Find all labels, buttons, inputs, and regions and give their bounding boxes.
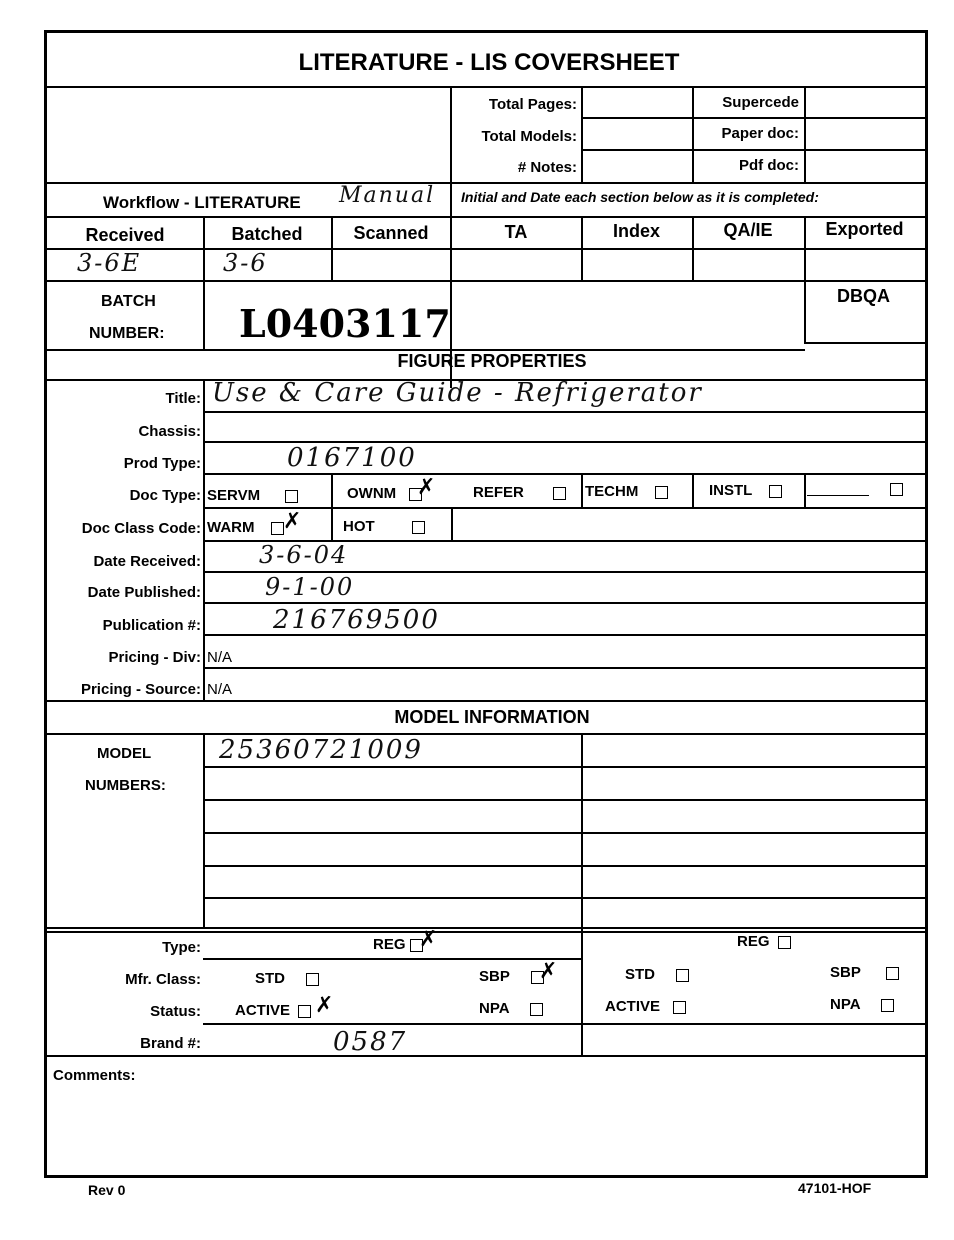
right-reg-checkbox[interactable]	[778, 936, 791, 949]
pricing-div-label: Pricing - Div:	[108, 649, 201, 666]
total-models-label: Total Models:	[481, 128, 577, 145]
model-number-1: 25360721009	[219, 735, 423, 765]
type-label: Type:	[162, 939, 201, 956]
right-active[interactable]: ACTIVE	[605, 998, 686, 1015]
workflow-instruction: Initial and Date each section below as it is completed:	[461, 189, 819, 205]
title-value: Use & Care Guide - Refrigerator	[212, 378, 703, 408]
brand-value: 0587	[333, 1027, 408, 1057]
doc-class-warm[interactable]: WARM	[207, 519, 284, 536]
rev-label: Rev 0	[88, 1182, 126, 1198]
pdf-doc-label: Pdf doc:	[739, 157, 799, 174]
left-npa-checkbox[interactable]	[530, 1003, 543, 1016]
received-value: 3-6E	[77, 249, 142, 277]
doc-type-refer[interactable]: REFER	[473, 484, 566, 501]
supercede-label: Supercede	[722, 94, 799, 111]
right-sbp-checkbox[interactable]	[886, 967, 899, 980]
date-received-value: 3-6-04	[259, 541, 349, 569]
chassis-label: Chassis:	[138, 423, 201, 440]
pricing-source-label: Pricing - Source:	[80, 681, 201, 698]
left-active-checkbox[interactable]	[298, 1005, 311, 1018]
qaie-header: QA/IE	[723, 220, 773, 240]
right-std[interactable]: STD	[625, 966, 689, 983]
left-active-check-mark: ✗	[315, 993, 334, 1018]
title-label: Title:	[165, 390, 201, 407]
coversheet-form	[44, 30, 928, 1178]
brand-label: Brand #:	[140, 1035, 201, 1052]
model-label-1: MODEL	[97, 745, 152, 762]
figure-properties-heading: FIGURE PROPERTIES	[397, 351, 587, 371]
doc-type-instl[interactable]: INSTL	[709, 482, 782, 499]
page-title: LITERATURE - LIS COVERSHEET	[298, 49, 680, 76]
pricing-div-value: N/A	[207, 649, 233, 666]
model-label-2: NUMBERS:	[85, 777, 166, 794]
instl-checkbox[interactable]	[769, 485, 782, 498]
total-pages-label: Total Pages:	[488, 96, 577, 113]
right-sbp[interactable]: SBP	[830, 964, 899, 981]
left-std[interactable]: STD	[255, 970, 319, 987]
left-std-checkbox[interactable]	[306, 973, 319, 986]
paper-doc-label: Paper doc:	[721, 125, 799, 142]
servm-checkbox[interactable]	[285, 490, 298, 503]
left-npa[interactable]: NPA	[479, 1000, 543, 1017]
status-label: Status:	[150, 1003, 201, 1020]
model-information-heading: MODEL INFORMATION	[394, 707, 590, 727]
right-reg[interactable]: REG	[737, 933, 791, 950]
doc-type-label: Doc Type:	[129, 487, 201, 504]
date-published-label: Date Published:	[87, 584, 201, 601]
pricing-source-value: N/A	[207, 681, 233, 698]
mfr-class-label: Mfr. Class:	[125, 971, 201, 988]
form-code: 47101-HOF	[798, 1180, 872, 1196]
publication-value: 216769500	[273, 605, 440, 635]
ownm-check-mark: ✗	[417, 475, 436, 500]
exported-header: Exported	[825, 219, 904, 239]
prod-type-value: 0167100	[287, 443, 417, 473]
batch-number: L0403117	[239, 301, 451, 346]
date-received-label: Date Received:	[93, 553, 201, 570]
workflow-handwritten: Manual	[339, 183, 436, 208]
doc-type-servm[interactable]: SERVM	[207, 487, 298, 504]
warm-check-mark: ✗	[283, 509, 302, 534]
batch-label-1: BATCH	[101, 293, 156, 310]
other-checkbox[interactable]	[890, 483, 903, 496]
index-header: Index	[612, 221, 660, 241]
other-checkbox-wrap[interactable]	[890, 481, 903, 499]
ta-header: TA	[504, 222, 528, 242]
doc-type-ownm[interactable]: OWNM	[347, 485, 422, 502]
scanned-header: Scanned	[353, 223, 429, 243]
techm-checkbox[interactable]	[655, 486, 668, 499]
received-header: Received	[85, 225, 165, 245]
prod-type-label: Prod Type:	[123, 455, 201, 472]
publication-label: Publication #:	[102, 617, 201, 634]
date-published-value: 9-1-00	[265, 573, 355, 601]
notes-label: # Notes:	[517, 159, 577, 176]
left-reg-check-mark: ✗	[419, 927, 438, 952]
batched-value: 3-6	[223, 249, 268, 277]
batch-label-2: NUMBER:	[89, 325, 165, 342]
doc-type-other-field[interactable]	[807, 481, 869, 496]
comments-label: Comments:	[53, 1067, 136, 1084]
refer-checkbox[interactable]	[553, 487, 566, 500]
right-npa-checkbox[interactable]	[881, 999, 894, 1012]
right-active-checkbox[interactable]	[673, 1001, 686, 1014]
right-npa[interactable]: NPA	[830, 996, 894, 1013]
doc-type-techm[interactable]: TECHM	[585, 483, 668, 500]
hot-checkbox[interactable]	[412, 521, 425, 534]
doc-class-hot[interactable]: HOT	[343, 518, 425, 535]
workflow-label: Workflow - LITERATURE	[103, 193, 301, 212]
batched-header: Batched	[231, 224, 303, 244]
doc-class-label: Doc Class Code:	[81, 520, 201, 537]
right-std-checkbox[interactable]	[676, 969, 689, 982]
left-sbp[interactable]: SBP	[479, 968, 544, 985]
left-active[interactable]: ACTIVE	[235, 1002, 311, 1019]
left-reg[interactable]: REG	[373, 936, 423, 953]
left-sbp-check-mark: ✗	[539, 959, 558, 984]
dbqa-label: DBQA	[837, 286, 890, 306]
